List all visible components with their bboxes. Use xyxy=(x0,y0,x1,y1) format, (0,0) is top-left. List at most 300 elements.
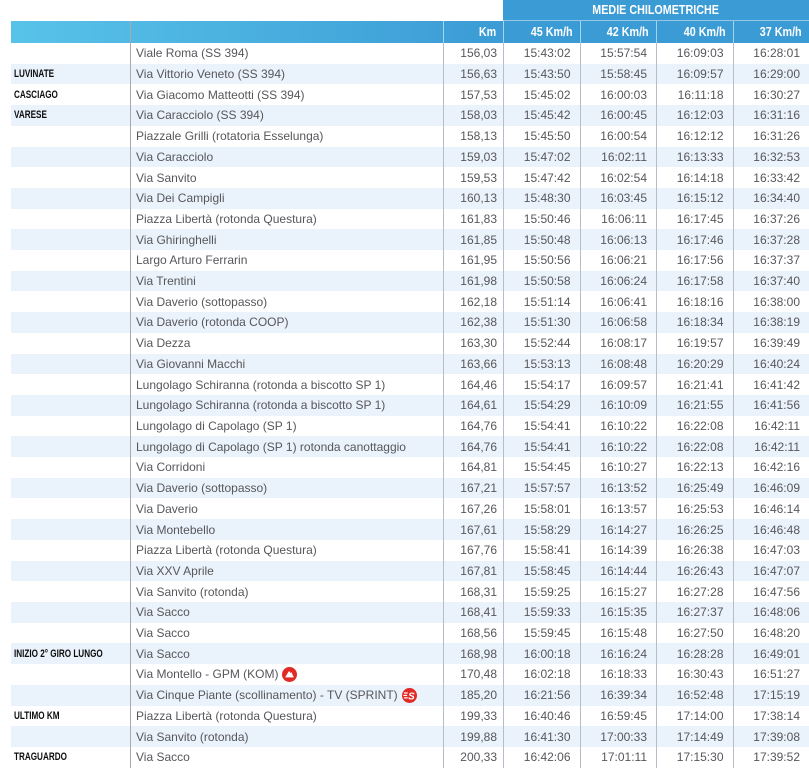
street-name: Via Sacco xyxy=(136,605,190,620)
km-value: 160,13 xyxy=(443,188,503,209)
street-cell xyxy=(130,271,443,292)
stage-location-cell xyxy=(11,685,130,706)
stage-location-cell xyxy=(11,312,130,333)
time-at-37kmh: 17:39:52 xyxy=(733,747,809,768)
time-at-37kmh: 16:51:27 xyxy=(733,664,809,685)
street-name: Piazzale Grilli (rotatoria Esselunga) xyxy=(136,129,324,144)
km-value: 199,33 xyxy=(443,706,503,727)
table-row xyxy=(11,664,809,685)
time-at-40kmh: 16:22:08 xyxy=(656,436,733,457)
stage-location-cell xyxy=(11,478,130,499)
time-at-42kmh: 16:06:41 xyxy=(580,291,657,312)
time-at-37kmh: 16:48:06 xyxy=(733,602,809,623)
street-name: Via Vittorio Veneto (SS 394) xyxy=(136,67,285,82)
street-cell xyxy=(130,498,443,519)
time-at-40kmh: 16:27:37 xyxy=(656,602,733,623)
km-value: 168,31 xyxy=(443,581,503,602)
time-at-45kmh: 16:02:18 xyxy=(503,664,580,685)
stage-location-label: CASCIAGO xyxy=(14,88,58,101)
time-at-37kmh: 16:34:40 xyxy=(733,188,809,209)
group-header-spacer xyxy=(11,0,503,21)
street-name: Via Dezza xyxy=(136,336,191,351)
table-row xyxy=(11,726,809,747)
km-value: 199,88 xyxy=(443,726,503,747)
table-row xyxy=(11,64,809,85)
group-header-label: MEDIE CHILOMETRICHE xyxy=(592,3,720,17)
time-at-40kmh: 16:12:12 xyxy=(656,126,733,147)
svg-text:S: S xyxy=(407,690,415,702)
time-at-40kmh: 16:17:45 xyxy=(656,209,733,230)
table-row xyxy=(11,643,809,664)
km-value: 163,30 xyxy=(443,333,503,354)
table-row xyxy=(11,498,809,519)
stage-location-cell xyxy=(11,105,130,126)
time-at-42kmh: 16:08:48 xyxy=(580,354,657,375)
route-timetable-table xyxy=(11,0,809,768)
stage-location-label: ULTIMO KM xyxy=(14,709,60,722)
time-at-40kmh: 16:18:16 xyxy=(656,291,733,312)
time-at-45kmh: 15:54:17 xyxy=(503,374,580,395)
time-at-37kmh: 16:33:42 xyxy=(733,167,809,188)
time-at-40kmh: 16:13:33 xyxy=(656,147,733,168)
street-cell xyxy=(130,43,443,64)
stage-location-cell xyxy=(11,64,130,85)
time-at-40kmh: 16:22:08 xyxy=(656,416,733,437)
time-at-45kmh: 15:59:33 xyxy=(503,602,580,623)
time-at-40kmh: 16:19:57 xyxy=(656,333,733,354)
time-at-37kmh: 16:39:49 xyxy=(733,333,809,354)
time-at-37kmh: 17:39:08 xyxy=(733,726,809,747)
street-name: Viale Roma (SS 394) xyxy=(136,46,249,61)
table-row xyxy=(11,478,809,499)
time-at-42kmh: 16:14:44 xyxy=(580,561,657,582)
km-value: 161,95 xyxy=(443,250,503,271)
time-at-42kmh: 16:06:13 xyxy=(580,229,657,250)
column-header-40kmh-label: 40 Km/h xyxy=(683,25,726,39)
time-at-37kmh: 16:47:03 xyxy=(733,540,809,561)
street-cell xyxy=(130,416,443,437)
stage-location-cell xyxy=(11,623,130,644)
time-at-37kmh: 16:49:01 xyxy=(733,643,809,664)
column-header-45kmh-label: 45 Km/h xyxy=(530,25,573,39)
time-at-37kmh: 16:42:16 xyxy=(733,457,809,478)
time-at-45kmh: 16:41:30 xyxy=(503,726,580,747)
km-value: 168,41 xyxy=(443,602,503,623)
street-cell xyxy=(130,685,443,706)
time-at-37kmh: 16:31:26 xyxy=(733,126,809,147)
street-cell xyxy=(130,457,443,478)
km-value: 156,03 xyxy=(443,43,503,64)
table-row xyxy=(11,354,809,375)
time-at-42kmh: 16:03:45 xyxy=(580,188,657,209)
kom-mountain-icon xyxy=(282,667,297,682)
time-at-45kmh: 16:00:18 xyxy=(503,643,580,664)
street-cell xyxy=(130,395,443,416)
time-at-40kmh: 16:26:25 xyxy=(656,519,733,540)
km-value: 170,48 xyxy=(443,664,503,685)
time-at-42kmh: 16:15:35 xyxy=(580,602,657,623)
time-at-40kmh: 16:17:46 xyxy=(656,229,733,250)
time-at-45kmh: 15:47:42 xyxy=(503,167,580,188)
street-cell xyxy=(130,64,443,85)
stage-location-cell xyxy=(11,602,130,623)
time-at-45kmh: 15:58:45 xyxy=(503,561,580,582)
stage-location-cell xyxy=(11,747,130,768)
street-cell xyxy=(130,188,443,209)
table-row xyxy=(11,271,809,292)
time-at-45kmh: 15:57:57 xyxy=(503,478,580,499)
time-at-42kmh: 16:00:03 xyxy=(580,84,657,105)
km-value: 164,81 xyxy=(443,457,503,478)
table-row xyxy=(11,333,809,354)
time-at-45kmh: 15:50:46 xyxy=(503,209,580,230)
time-at-40kmh: 16:21:55 xyxy=(656,395,733,416)
time-at-42kmh: 17:00:33 xyxy=(580,726,657,747)
time-at-42kmh: 15:58:45 xyxy=(580,64,657,85)
group-header-row xyxy=(11,0,809,21)
stage-location-cell xyxy=(11,374,130,395)
table-row xyxy=(11,685,809,706)
time-at-42kmh: 16:10:22 xyxy=(580,416,657,437)
table-row xyxy=(11,706,809,727)
km-value: 200,33 xyxy=(443,747,503,768)
time-at-40kmh: 16:18:34 xyxy=(656,312,733,333)
street-cell xyxy=(130,623,443,644)
time-at-42kmh: 16:16:24 xyxy=(580,643,657,664)
km-value: 159,53 xyxy=(443,167,503,188)
street-cell xyxy=(130,664,443,685)
time-at-42kmh: 16:13:57 xyxy=(580,498,657,519)
time-at-37kmh: 16:47:56 xyxy=(733,581,809,602)
stage-location-label: LUVINATE xyxy=(14,68,55,81)
time-at-42kmh: 16:02:11 xyxy=(580,147,657,168)
street-cell xyxy=(130,602,443,623)
km-value: 167,76 xyxy=(443,540,503,561)
street-name: Via Daverio (rotonda COOP) xyxy=(136,315,289,330)
time-at-40kmh: 17:14:49 xyxy=(656,726,733,747)
street-cell xyxy=(130,250,443,271)
table-row xyxy=(11,312,809,333)
time-at-42kmh: 16:10:22 xyxy=(580,436,657,457)
column-header-42kmh xyxy=(580,21,657,43)
km-value: 167,21 xyxy=(443,478,503,499)
time-at-37kmh: 16:30:27 xyxy=(733,84,809,105)
street-name: Via Cinque Piante (scollinamento) - TV (SPRINT) xyxy=(136,688,398,703)
time-at-42kmh: 16:14:39 xyxy=(580,540,657,561)
time-at-40kmh: 16:25:49 xyxy=(656,478,733,499)
street-name: Via Ghiringhelli xyxy=(136,232,217,247)
time-at-37kmh: 16:46:09 xyxy=(733,478,809,499)
time-at-42kmh: 16:39:34 xyxy=(580,685,657,706)
street-cell xyxy=(130,374,443,395)
stage-location-cell xyxy=(11,147,130,168)
column-header-location xyxy=(11,21,130,43)
street-name: Via Dei Campigli xyxy=(136,191,225,206)
street-name: Piazza Libertà (rotonda Questura) xyxy=(136,211,317,226)
time-at-40kmh: 16:21:41 xyxy=(656,374,733,395)
time-at-37kmh: 16:28:01 xyxy=(733,43,809,64)
time-at-40kmh: 16:27:50 xyxy=(656,623,733,644)
km-value: 161,98 xyxy=(443,271,503,292)
time-at-40kmh: 16:22:13 xyxy=(656,457,733,478)
table-row xyxy=(11,43,809,64)
time-at-40kmh: 16:09:03 xyxy=(656,43,733,64)
table-row xyxy=(11,105,809,126)
stage-location-cell xyxy=(11,229,130,250)
time-at-40kmh: 16:14:18 xyxy=(656,167,733,188)
time-at-45kmh: 15:59:25 xyxy=(503,581,580,602)
sprint-s-icon xyxy=(402,688,417,703)
time-at-42kmh: 16:06:21 xyxy=(580,250,657,271)
table-body xyxy=(11,43,809,768)
group-header-medie-chilometriche xyxy=(503,0,809,21)
street-name: Via Daverio (sottopasso) xyxy=(136,481,268,496)
time-at-37kmh: 16:37:37 xyxy=(733,250,809,271)
table-row xyxy=(11,126,809,147)
street-name: Via Sanvito xyxy=(136,170,197,185)
stage-location-cell xyxy=(11,416,130,437)
time-at-45kmh: 15:54:41 xyxy=(503,416,580,437)
street-cell xyxy=(130,354,443,375)
stage-location-cell xyxy=(11,271,130,292)
stage-location-cell xyxy=(11,540,130,561)
time-at-42kmh: 16:13:52 xyxy=(580,478,657,499)
time-at-40kmh: 16:12:03 xyxy=(656,105,733,126)
time-at-45kmh: 15:47:02 xyxy=(503,147,580,168)
time-at-45kmh: 15:53:13 xyxy=(503,354,580,375)
street-cell xyxy=(130,84,443,105)
time-at-37kmh: 16:42:11 xyxy=(733,416,809,437)
street-name: Lungolago di Capolago (SP 1) rotonda canottaggio xyxy=(136,439,406,454)
table-row xyxy=(11,188,809,209)
column-header-37kmh xyxy=(733,21,809,43)
time-at-37kmh: 16:29:00 xyxy=(733,64,809,85)
street-name: Via Giacomo Matteotti (SS 394) xyxy=(136,87,305,102)
street-name: Via Montebello xyxy=(136,522,216,537)
time-at-40kmh: 16:17:58 xyxy=(656,271,733,292)
km-value: 167,81 xyxy=(443,561,503,582)
street-cell xyxy=(130,643,443,664)
time-at-45kmh: 15:58:01 xyxy=(503,498,580,519)
street-name: Largo Arturo Ferrarin xyxy=(136,253,248,268)
stage-location-cell xyxy=(11,519,130,540)
street-cell xyxy=(130,540,443,561)
table-row xyxy=(11,374,809,395)
km-value: 158,03 xyxy=(443,105,503,126)
street-cell xyxy=(130,478,443,499)
street-name: Lungolago Schiranna (rotonda a biscotto SP 1) xyxy=(136,377,386,392)
stage-location-cell xyxy=(11,354,130,375)
time-at-45kmh: 15:50:56 xyxy=(503,250,580,271)
street-name: Via Caracciolo xyxy=(136,149,214,164)
time-at-40kmh: 16:26:43 xyxy=(656,561,733,582)
column-header-40kmh xyxy=(656,21,733,43)
km-value: 167,61 xyxy=(443,519,503,540)
km-value: 161,85 xyxy=(443,229,503,250)
table-row xyxy=(11,209,809,230)
street-name: Piazza Libertà (rotonda Questura) xyxy=(136,543,317,558)
street-name: Lungolago di Capolago (SP 1) xyxy=(136,419,297,433)
table-row xyxy=(11,395,809,416)
time-at-42kmh: 16:59:45 xyxy=(580,706,657,727)
stage-location-cell xyxy=(11,188,130,209)
time-at-42kmh: 16:09:57 xyxy=(580,374,657,395)
km-value: 164,76 xyxy=(443,416,503,437)
time-at-42kmh: 17:01:11 xyxy=(580,747,657,768)
street-name: Piazza Libertà (rotonda Questura) xyxy=(136,708,317,723)
time-at-45kmh: 16:42:06 xyxy=(503,747,580,768)
street-cell xyxy=(130,312,443,333)
street-cell xyxy=(130,147,443,168)
table-row xyxy=(11,540,809,561)
table-row xyxy=(11,250,809,271)
street-cell xyxy=(130,167,443,188)
time-at-45kmh: 15:58:29 xyxy=(503,519,580,540)
street-name: Via Corridoni xyxy=(136,460,206,475)
km-value: 162,38 xyxy=(443,312,503,333)
time-at-45kmh: 15:54:29 xyxy=(503,395,580,416)
km-value: 156,63 xyxy=(443,64,503,85)
column-header-km xyxy=(443,21,503,43)
table-row xyxy=(11,602,809,623)
time-at-37kmh: 16:47:07 xyxy=(733,561,809,582)
km-value: 164,46 xyxy=(443,374,503,395)
time-at-40kmh: 17:14:00 xyxy=(656,706,733,727)
time-at-42kmh: 16:06:58 xyxy=(580,312,657,333)
time-at-40kmh: 16:52:48 xyxy=(656,685,733,706)
street-cell xyxy=(130,726,443,747)
table-row xyxy=(11,167,809,188)
street-name: Via Giovanni Macchi xyxy=(136,356,246,371)
stage-location-cell xyxy=(11,436,130,457)
column-header-45kmh xyxy=(503,21,580,43)
stage-location-cell xyxy=(11,498,130,519)
street-cell xyxy=(130,209,443,230)
time-at-40kmh: 16:27:28 xyxy=(656,581,733,602)
time-at-45kmh: 15:59:45 xyxy=(503,623,580,644)
stage-location-cell xyxy=(11,291,130,312)
km-value: 161,83 xyxy=(443,209,503,230)
street-name: Via Caracciolo (SS 394) xyxy=(136,108,264,123)
street-cell xyxy=(130,126,443,147)
time-at-40kmh: 16:20:29 xyxy=(656,354,733,375)
time-at-37kmh: 16:31:16 xyxy=(733,105,809,126)
street-name: Via Sanvito (rotonda) xyxy=(136,584,249,599)
table-row xyxy=(11,623,809,644)
km-value: 158,13 xyxy=(443,126,503,147)
km-value: 185,20 xyxy=(443,685,503,706)
stage-location-cell xyxy=(11,395,130,416)
time-at-42kmh: 16:06:11 xyxy=(580,209,657,230)
time-at-45kmh: 16:21:56 xyxy=(503,685,580,706)
time-at-42kmh: 16:08:17 xyxy=(580,333,657,354)
time-at-37kmh: 16:40:24 xyxy=(733,354,809,375)
street-cell xyxy=(130,706,443,727)
table-row xyxy=(11,147,809,168)
stage-location-label: INIZIO 2° GIRO LUNGO xyxy=(14,647,103,660)
time-at-42kmh: 16:14:27 xyxy=(580,519,657,540)
time-at-40kmh: 16:17:56 xyxy=(656,250,733,271)
time-at-40kmh: 16:09:57 xyxy=(656,64,733,85)
time-at-45kmh: 15:54:45 xyxy=(503,457,580,478)
street-name: Via Trentini xyxy=(136,274,196,289)
time-at-45kmh: 15:51:30 xyxy=(503,312,580,333)
time-at-42kmh: 16:00:45 xyxy=(580,105,657,126)
stage-location-cell xyxy=(11,209,130,230)
time-at-45kmh: 15:43:50 xyxy=(503,64,580,85)
time-at-45kmh: 15:45:42 xyxy=(503,105,580,126)
time-at-42kmh: 16:02:54 xyxy=(580,167,657,188)
stage-location-cell xyxy=(11,664,130,685)
stage-location-cell xyxy=(11,43,130,64)
km-value: 157,53 xyxy=(443,84,503,105)
stage-location-cell xyxy=(11,643,130,664)
km-value: 159,03 xyxy=(443,147,503,168)
street-cell xyxy=(130,436,443,457)
time-at-37kmh: 16:38:00 xyxy=(733,291,809,312)
time-at-45kmh: 15:45:02 xyxy=(503,84,580,105)
km-value: 162,18 xyxy=(443,291,503,312)
table-row xyxy=(11,561,809,582)
table-row xyxy=(11,581,809,602)
time-at-45kmh: 15:50:58 xyxy=(503,271,580,292)
time-at-45kmh: 16:40:46 xyxy=(503,706,580,727)
street-name: Via Sacco xyxy=(136,750,190,765)
column-header-street xyxy=(130,21,443,43)
time-at-40kmh: 16:30:43 xyxy=(656,664,733,685)
street-name: Via Daverio (sottopasso) xyxy=(136,294,268,309)
table-row xyxy=(11,229,809,250)
km-value: 168,98 xyxy=(443,643,503,664)
time-at-42kmh: 15:57:54 xyxy=(580,43,657,64)
table-row xyxy=(11,457,809,478)
time-at-45kmh: 15:48:30 xyxy=(503,188,580,209)
street-name: Via Sacco xyxy=(136,626,190,641)
stage-location-cell xyxy=(11,167,130,188)
street-name: Lungolago Schiranna (rotonda a biscotto SP 1) xyxy=(136,398,386,413)
street-cell xyxy=(130,291,443,312)
street-name: Via XXV Aprile xyxy=(136,563,214,578)
column-header-37kmh-label: 37 Km/h xyxy=(760,25,802,39)
time-at-45kmh: 15:45:50 xyxy=(503,126,580,147)
street-cell xyxy=(130,561,443,582)
stage-location-cell xyxy=(11,726,130,747)
time-at-37kmh: 17:38:14 xyxy=(733,706,809,727)
table-row xyxy=(11,519,809,540)
street-cell xyxy=(130,105,443,126)
time-at-37kmh: 16:32:53 xyxy=(733,147,809,168)
time-at-40kmh: 16:25:53 xyxy=(656,498,733,519)
time-at-45kmh: 15:43:02 xyxy=(503,43,580,64)
column-header-42kmh-label: 42 Km/h xyxy=(607,25,649,39)
stage-location-cell xyxy=(11,457,130,478)
stage-location-cell xyxy=(11,561,130,582)
time-at-40kmh: 17:15:30 xyxy=(656,747,733,768)
stage-location-cell xyxy=(11,581,130,602)
street-cell xyxy=(130,333,443,354)
time-at-37kmh: 16:46:48 xyxy=(733,519,809,540)
time-at-45kmh: 15:58:41 xyxy=(503,540,580,561)
km-value: 164,76 xyxy=(443,436,503,457)
stage-location-cell xyxy=(11,706,130,727)
stage-location-cell xyxy=(11,126,130,147)
time-at-37kmh: 16:41:42 xyxy=(733,374,809,395)
column-header-km-label: Km xyxy=(478,25,496,39)
time-at-45kmh: 15:51:14 xyxy=(503,291,580,312)
km-value: 163,66 xyxy=(443,354,503,375)
time-at-42kmh: 16:10:09 xyxy=(580,395,657,416)
street-name: Via Sanvito (rotonda) xyxy=(136,729,249,744)
